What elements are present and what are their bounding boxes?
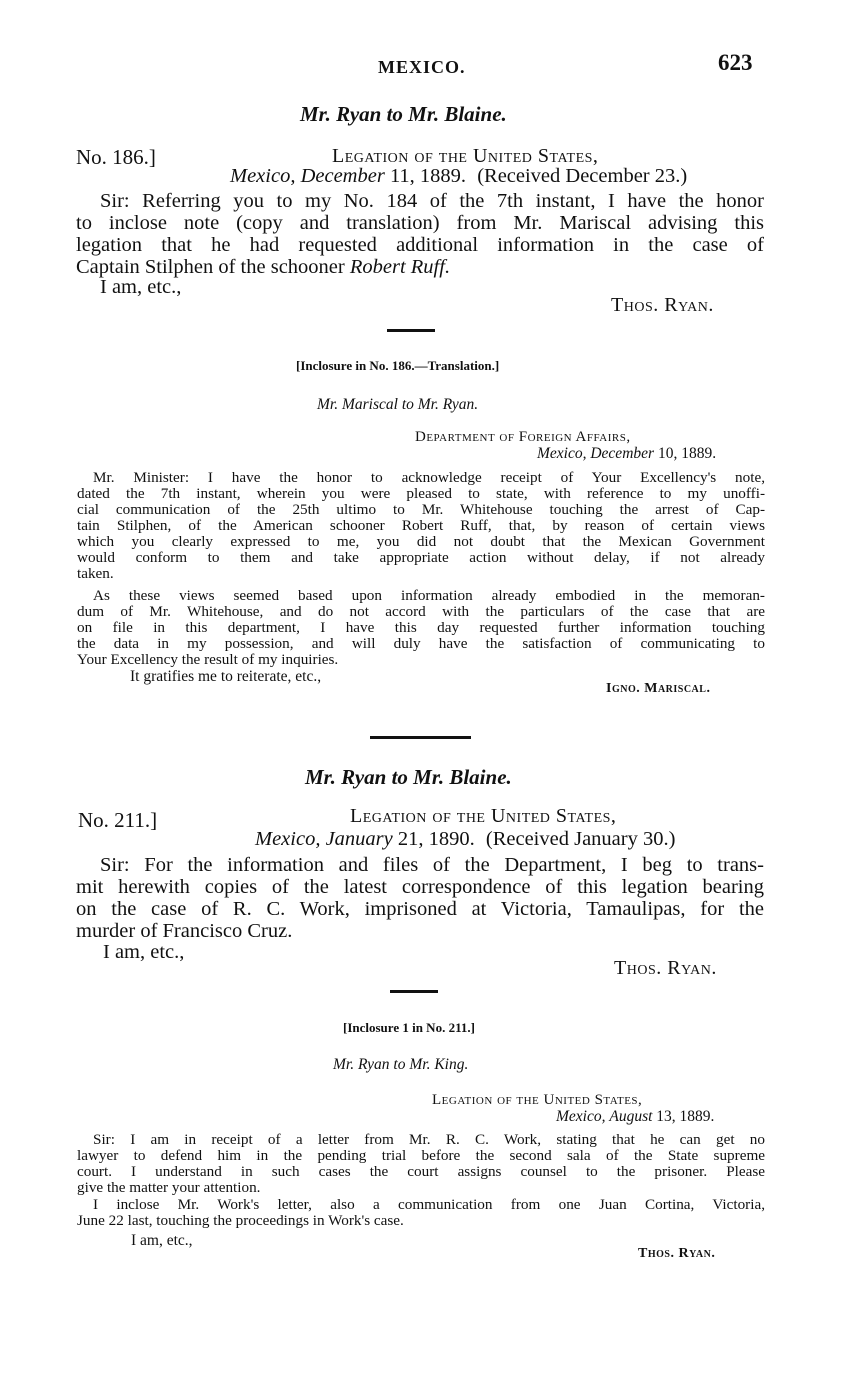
letter1-place: Mexico, [230, 165, 296, 187]
inclosure2-signature: Thos. Ryan. [638, 1246, 716, 1261]
inclosure1-line: Mr. Minister: I have the honor to acknowledge receipt of Your Excellency's note, [93, 469, 765, 486]
letter2-place: Mexico, [255, 828, 321, 850]
inclosure2-line: court. I understand in such cases the court assigns counsel to the prisoner. Please [77, 1163, 765, 1180]
inclosure2-place: Mexico, [556, 1108, 606, 1125]
letter2-body-line: on the case of R. C. Work, imprisoned at Victoria, Tamaulipas, for the [76, 898, 764, 920]
letter1-body-line: Sir: Referring you to my No. 184 of the 7th instant, I have the honor [100, 190, 764, 212]
inclosure2-legation: Legation of the United States, [432, 1092, 643, 1108]
letter1-legation: Legation of the United States, [332, 145, 599, 167]
inclosure2-line: Sir: I am in receipt of a letter from Mr. R. C. Work, stating that he can get no [93, 1131, 765, 1148]
inclosure2-line: I inclose Mr. Work's letter, also a communication from one Juan Cortina, Victoria, [93, 1196, 765, 1213]
page-number: 623 [718, 50, 753, 75]
letter1-body-last-prefix: Captain Stilphen of the schooner [76, 256, 350, 278]
inclosure1-department: Department of Foreign Affairs, [415, 429, 631, 445]
inclosure2-line: lawyer to defend him in the pending trial before the second sala of the State supreme [77, 1147, 765, 1164]
letter1-body-line: legation that he had requested additional information in the case of [76, 234, 764, 256]
inclosure1-line: the data in my possession, and will duly have the satisfaction of communicating to [77, 635, 765, 652]
letter2-body-line: mit herewith copies of the latest correspondence of this legation bearing [76, 876, 764, 898]
inclosure1-date-rest: 10, 1889. [657, 445, 717, 462]
section-divider [390, 990, 438, 993]
section-divider [387, 329, 435, 332]
inclosure2-line: give the matter your attention. [77, 1179, 261, 1196]
inclosure2-date-month: August [609, 1108, 653, 1125]
letter2-heading: Mr. Ryan to Mr. Blaine. [305, 765, 512, 789]
inclosure1-line: tain Stilphen, of the American schooner Robert Ruff, that, by reason of certain views [77, 517, 765, 534]
inclosure1-line: taken. [77, 565, 114, 582]
inclosure1-line: cial communication of the 25th ultimo to Mr. Whitehouse touching the arrest of Cap- [77, 501, 765, 518]
inclosure1-signature: Igno. Mariscal. [606, 681, 711, 696]
letter1-received: (Received December 23.) [477, 165, 688, 187]
letter2-legation: Legation of the United States, [350, 805, 617, 827]
letter1-heading: Mr. Ryan to Mr. Blaine. [300, 102, 507, 126]
inclosure1-date-month: December [590, 445, 655, 462]
inclosure1-line: dum of Mr. Whitehouse, and do not accord with the particulars of the case that are [77, 603, 765, 620]
letter2-date-month: January [325, 828, 393, 850]
inclosure1-place: Mexico, [537, 445, 587, 462]
inclosure1-line: Your Excellency the result of my inquiries. [77, 651, 339, 668]
inclosure1-line: As these views seemed based upon information already embodied in the memoran- [93, 587, 765, 604]
letter2-received: (Received January 30.) [485, 828, 676, 850]
inclosure2-caption: [Inclosure 1 in No. 211.] [343, 1020, 475, 1035]
inclosure1-line: which you clearly expressed to me, you did not doubt that the Mexican Government [77, 533, 765, 550]
inclosure2-para2 [77, 1197, 765, 1229]
letter2-number: No. 211.] [78, 808, 158, 832]
running-title: MEXICO. [378, 57, 466, 77]
letter1-date-rest: 11, 1889. [389, 165, 467, 187]
section-divider [370, 736, 471, 739]
inclosure1-dateline [537, 445, 716, 463]
inclosure1-closing: It gratifies me to reiterate, etc., [130, 668, 322, 685]
letter1-date-month: December [300, 165, 385, 187]
inclosure2-date-rest: 13, 1889. [656, 1108, 715, 1125]
inclosure1-line: on file in this department, I have this day requested further information touching [77, 619, 765, 636]
letter2-body [76, 854, 764, 942]
inclosure1-para1 [77, 470, 765, 582]
letter1-number: No. 186.] [76, 145, 156, 169]
inclosure2-line: June 22 last, touching the proceedings in Work's case. [77, 1212, 404, 1229]
letter2-body-line: murder of Francisco Cruz. [76, 920, 293, 942]
inclosure2-heading: Mr. Ryan to Mr. King. [333, 1056, 469, 1073]
inclosure2-para1 [77, 1132, 765, 1196]
letter2-signature: Thos. Ryan. [614, 957, 717, 979]
letter1-closing: I am, etc., [100, 276, 182, 298]
letter1-body-line: to inclose note (copy and translation) from Mr. Mariscal advising this [76, 212, 764, 234]
inclosure1-line: dated the 7th instant, wherein you were pleased to state, with reference to my unoffi- [77, 485, 765, 502]
vessel-name: Robert Ruff. [349, 256, 451, 278]
letter1-dateline [230, 165, 687, 188]
letter1-body-line [76, 256, 764, 278]
letter2-closing: I am, etc., [103, 941, 185, 963]
letter2-date-rest: 21, 1890. [397, 828, 475, 850]
letter2-dateline [255, 828, 675, 851]
inclosure2-closing: I am, etc., [131, 1232, 193, 1249]
inclosure1-para2 [77, 588, 765, 668]
letter1-signature: Thos. Ryan. [611, 294, 714, 316]
letter1-body [76, 190, 764, 278]
inclosure1-line: would conform to them and take appropriate action without delay, if not already [77, 549, 765, 566]
inclosure2-dateline [556, 1108, 714, 1126]
inclosure1-heading: Mr. Mariscal to Mr. Ryan. [317, 396, 479, 413]
inclosure1-caption: [Inclosure in No. 186.—Translation.] [296, 358, 500, 373]
letter2-body-line: Sir: For the information and files of the Department, I beg to trans- [100, 854, 764, 876]
